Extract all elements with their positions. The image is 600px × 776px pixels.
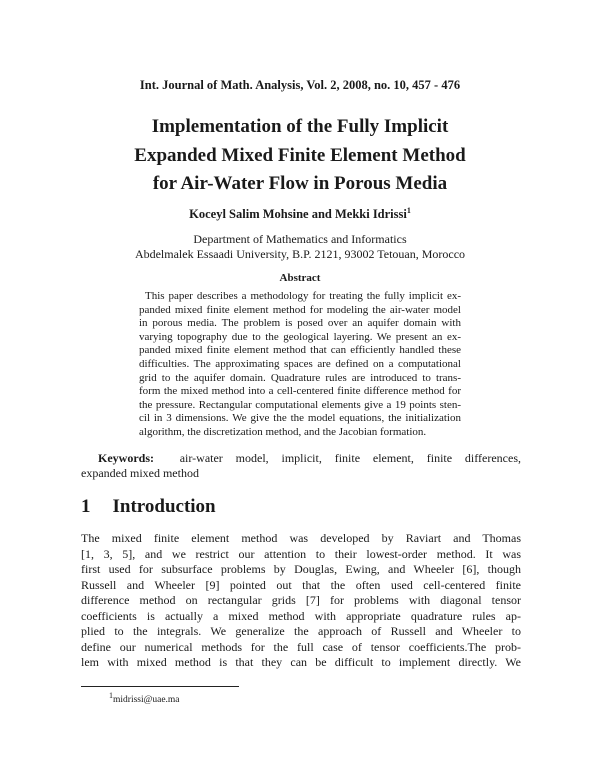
abstract-line: This paper describes a methodology for treating the fully implicit ex- [145, 290, 461, 302]
affiliation-line: Department of Mathematics and Informatics [193, 232, 407, 246]
abstract-line: difficulties. The approximating spaces are defined on a computational [139, 358, 461, 370]
abstract-line: varying topography due to the geological layering. We present an ex- [139, 330, 461, 343]
abstract-line: panded mixed finite element method that can efficiently handled these [139, 344, 461, 357]
abstract-line: panded mixed finite element method for modeling the air-water model [139, 303, 461, 316]
footnote-mark: 1 [109, 691, 113, 700]
abstract-line: algorithm, the discretization method, and the Jacobian formation. [139, 426, 427, 438]
title-line: for Air-Water Flow in Porous Media [152, 173, 448, 194]
keywords-line: expanded mixed method [81, 466, 199, 480]
body-line: lem with mixed method is that they can be difficult to implement directly. We [81, 655, 521, 669]
section-number: 1 [81, 496, 91, 517]
body-line: first used for subsurface problems by Douglas, Ewing, and Wheeler [6], though [81, 562, 521, 576]
body-line: [1, 3, 5], and we restrict our attention to their lowest-order method. It was [81, 546, 521, 561]
section-title: Introduction [112, 496, 216, 517]
body-line: Russell and Wheeler [9] pointed out that the often used cell-centered finite [81, 577, 521, 592]
section-heading [81, 496, 238, 518]
body-line: define our numerical methods for the full case of tensor coefficients.The prob- [81, 639, 521, 654]
footnote-mark: 1 [406, 206, 411, 215]
body-line: plied to the integrals. We generalize the approach of Russell and Wheeler to [81, 624, 521, 638]
authors [0, 206, 600, 222]
keywords-line [98, 451, 521, 466]
body-line: difference method on rectangular grids [7] for problems with diagonal tensor [81, 593, 521, 607]
abstract-heading: Abstract [279, 272, 321, 284]
abstract-line: form the mixed method into a cell-centered finite difference method for [139, 385, 461, 398]
footnote-rule [81, 686, 239, 687]
title-line: Expanded Mixed Finite Element Method [134, 145, 466, 166]
footnote-email: midrissi@uae.ma [113, 695, 180, 706]
abstract-line: cil in 3 dimensions. We give the the model equations, the initialization [139, 412, 461, 425]
footnote [109, 691, 180, 705]
keywords-label: Keywords: [98, 451, 154, 465]
affiliation-line: Abdelmalek Essaadi University, B.P. 2121, 93002 Tetouan, Morocco [134, 247, 466, 261]
body-line: The mixed finite element method was developed by Raviart and Thomas [81, 531, 521, 545]
abstract-line: the pressure. Rectangular computational elements give a 19 points sten- [139, 398, 461, 411]
abstract-line: in porous media. The problem is posed over an aquifer domain with [139, 317, 461, 330]
journal-header: Int. Journal of Math. Analysis, Vol. 2, 2008, no. 10, 457 - 476 [139, 78, 461, 92]
title-line: Implementation of the Fully Implicit [151, 116, 449, 137]
author-names: Koceyl Salim Mohsine and Mekki Idrissi [189, 207, 407, 222]
abstract-line: grid to the aquifer domain. Quadrature rules are introduced to trans- [139, 371, 461, 384]
body-line: coefficients is actually a mixed method with appropriate quadrature rules ap- [81, 608, 521, 623]
keywords-text: air-water model, implicit, finite element, finite differences, [179, 451, 522, 465]
